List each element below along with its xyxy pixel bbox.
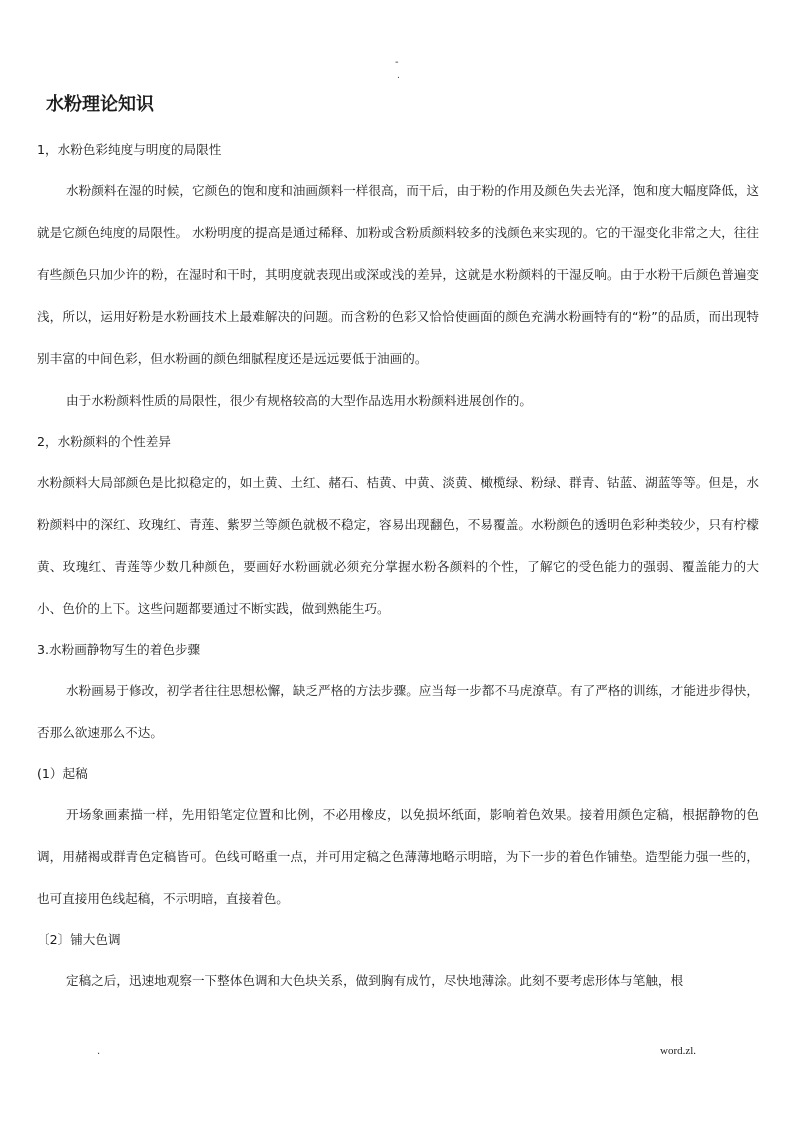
section1-paragraph-1: 水粉颜料在湿的时候，它颜色的饱和度和油画颜料一样很高，而干后，由于粉的作用及颜色失去光泽，饱和度大幅度降低，这就是它颜色纯度的局限性。 水粉明度的提高是通过稀释、加粉或含粉质颜料较多的浅颜色来实现的。它的干湿变化非常之大，往往有些颜色只加少许的粉，在湿时和干时，其明度就表现出或深或浅的差异，这就是水粉颜料的干湿反响。由于水粉干后颜色普遍变浅，所以，运用好粉是水粉画技术上最难解决的问题。而含粉的色彩又恰恰使画面的颜色充满水粉画特有的“粉”的品质，而出现特别丰富的中间色彩，但水粉画的颜色细腻程度还是远远要低于油画的。 bbox=[37, 183, 759, 366]
header-dot: . bbox=[397, 71, 400, 81]
document-title: 水粉理论知识 bbox=[46, 94, 154, 115]
section2-paragraph-1: 水粉颜料大局部颜色是比拟稳定的，如土黄、土红、赭石、桔黄、中黄、淡黄、橄榄绿、粉绿、群青、钴蓝、湖蓝等等。但是，水粉颜料中的深红、玫瑰红、青莲、紫罗兰等颜色就极不稳定，容易出现翻色，不易覆盖。水粉颜色的透明色彩种类较少，只有柠檬黄、玫瑰红、青莲等少数几种颜色，要画好水粉画就必须充分掌握水粉各颜料的个性，了解它的受色能力的强弱、覆盖能力的大小、色价的上下。这些问题都要通过不断实践，做到熟能生巧。 bbox=[37, 475, 759, 616]
header-mark: - bbox=[395, 57, 399, 68]
section-heading-1: 1，水粉色彩纯度与明度的局限性 bbox=[37, 142, 222, 157]
section-heading-3: 3.水粉画静物写生的着色步骤 bbox=[37, 642, 201, 657]
step2-paragraph: 定稿之后，迅速地观察一下整体色调和大色块关系，做到胸有成竹，尽快地薄涂。此刻不要考虑形体与笔触，根 bbox=[66, 973, 684, 988]
section1-paragraph-2: 由于水粉颜料性质的局限性，很少有规格较高的大型作品选用水粉颜料进展创作的。 bbox=[66, 393, 532, 408]
section-heading-2: 2，水粉颜料的个性差异 bbox=[37, 434, 171, 449]
section3-paragraph-1: 水粉画易于修改，初学者往往思想松懈，缺乏严格的方法步骤。应当每一步都不马虎潦草。有了严格的训练，才能进步得快，否那么欲速那么不达。 bbox=[37, 683, 759, 740]
step1-paragraph: 开场象画素描一样，先用铅笔定位置和比例，不必用橡皮，以免损坏纸面，影响着色效果。接着用颜色定稿，根据静物的色调，用赭褐或群青色定稿皆可。色线可略重一点，并可用定稿之色薄薄地略示明暗，为下一步的着色作铺垫。造型能力强一些的，也可直接用色线起稿，不示明暗，直接着色。 bbox=[37, 807, 759, 906]
document-body bbox=[37, 130, 759, 1002]
footer-dot: . bbox=[97, 1046, 101, 1057]
footer-watermark: word.zl. bbox=[660, 1045, 697, 1057]
step-heading-1: (1）起稿 bbox=[37, 766, 88, 781]
step-heading-2: 〔2〕铺大色调 bbox=[37, 932, 121, 947]
